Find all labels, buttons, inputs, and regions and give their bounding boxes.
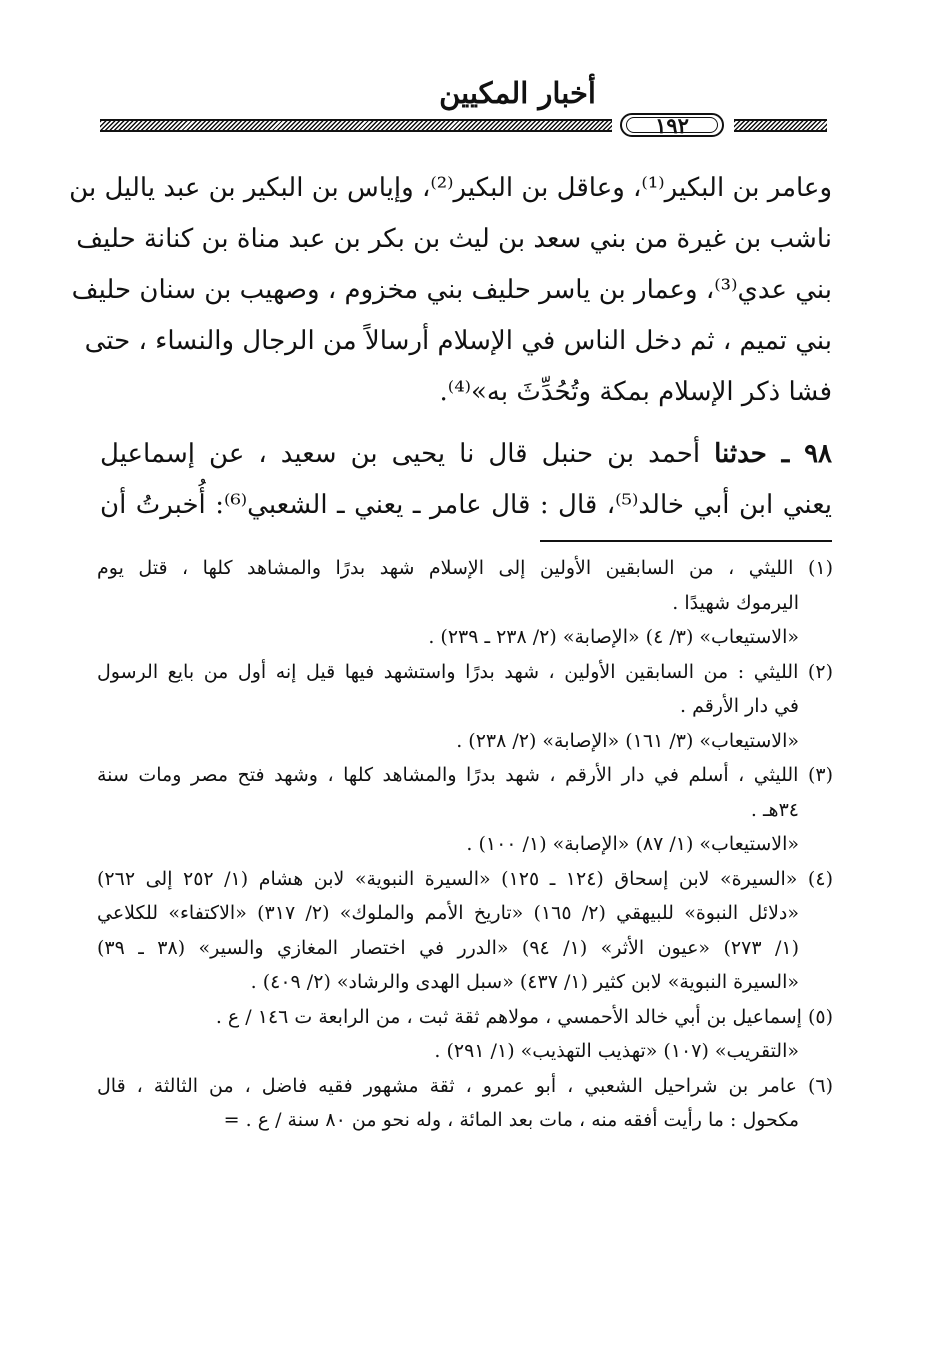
footnote-source: «الاستيعاب» (٣/ ٤) «الإصابة» (٢/ ٢٣٨ ـ ٢٣٩) . xyxy=(428,626,799,648)
main-text xyxy=(69,163,832,531)
page-number-badge: ١٩٢ xyxy=(620,113,724,137)
footnote-line: في دار الأرقم . xyxy=(679,695,799,717)
body-line-item-98 xyxy=(100,429,832,480)
item-number: ٩٨ ـ حدثنا xyxy=(714,439,832,469)
footnote-line: «دلائل النبوة» للبيهقي (٢/ ١٦٥) «تاريخ الأمم والملوك» (٢/ ٣١٧) «الاكتفاء» للكلاعي xyxy=(97,902,800,924)
body-line: بني عدي⁽³⁾، وعمار بن ياسر حليف بني مخزوم ، وصهيب بن سنان حليف xyxy=(71,275,832,305)
body-line: بني تميم ، ثم دخل الناس في الإسلام أرسالاً من الرجال والنساء ، حتى xyxy=(84,326,832,356)
footnote-line: مكحول : ما رأيت أفقه منه ، مات بعد المائة ، وله نحو من ٨٠ سنة / ع . = xyxy=(223,1109,799,1131)
footnote-line: (٢) الليثي : من السابقين الأولين ، شهد بدرًا واستشهد فيها قيل إنه أول من بايع الرسول xyxy=(97,660,833,683)
footnote-line: اليرموك شهيدًا . xyxy=(672,591,799,614)
body-line: وعامر بن البكير⁽¹⁾، وعاقل بن البكير⁽²⁾، وإياس بن البكير بن عبد ياليل بن xyxy=(69,173,832,203)
footnote-line: (٦) عامر بن شراحيل الشعبي ، أبو عمرو ، ثقة مشهور فقيه فاضل ، من الثالثة ، قال xyxy=(97,1074,833,1097)
footnote-line: (١/ ٢٧٣) «عيون الأثر» (١/ ٩٤) «الدرر في اختصار المغازي والسير» (٣٨ ـ ٣٩) xyxy=(97,936,800,959)
footnote-line: (٥) إسماعيل بن أبي خالد الأحمسي ، مولاهم ثقة ثبت ، من الرابعة ت ١٤٦ / ع . xyxy=(215,1005,833,1028)
footnote-source: «التقريب» (١٠٧) «تهذيب التهذيب» (١/ ٢٩١) . xyxy=(434,1040,799,1062)
header-hatched-rule-right xyxy=(734,119,827,132)
footnote-source: «الاستيعاب» (٣/ ١٦١) «الإصابة» (٢/ ٢٣٨) . xyxy=(456,729,799,752)
item-text: أحمد بن حنبل قال نا يحيى بن سعيد ، عن إسماعيل xyxy=(100,439,715,469)
footnote-line: ٣٤هـ . xyxy=(750,798,799,821)
body-line: يعني ابن أبي خالد⁽⁵⁾، قال : قال عامر ـ يعني ـ الشعبي⁽⁶⁾: أُخبرتُ أن xyxy=(100,490,832,520)
body-line: ناشب بن غيرة من بني سعد بن ليث بن بكر بن عبد مناة بن كنانة حليف xyxy=(76,224,832,254)
page-header-title: أخبار المكيين xyxy=(439,76,596,110)
header-hatched-rule-left xyxy=(100,119,612,132)
header-ornament xyxy=(100,113,827,137)
paragraph-gap xyxy=(100,418,832,429)
footnote-line: (٣) الليثي ، أسلم في دار الأرقم ، شهد بدرًا والمشاهد كلها ، وشهد فتح مصر ومات سنة xyxy=(97,764,833,786)
footnote-line: «السيرة النبوية» لابن كثير (١/ ٤٣٧) «سبل الهدى والرشاد» (٢/ ٤٠٩) . xyxy=(250,971,799,993)
footnote-source: «الاستيعاب» (١/ ٨٧) «الإصابة» (١/ ١٠٠) . xyxy=(466,833,799,855)
footnote-line: (١) الليثي ، من السابقين الأولين إلى الإسلام شهد بدرًا والمشاهد كلها ، قتل يوم xyxy=(97,557,833,579)
footnote-divider xyxy=(540,540,832,542)
footnotes xyxy=(97,551,833,1138)
body-line: فشا ذكر الإسلام بمكة وتُحُدِّثَ به»⁽⁴⁾. xyxy=(439,377,832,407)
footnote-line: (٤) «السيرة» لابن إسحاق (١٢٤ ـ ١٢٥) «السيرة النبوية» لابن هشام (١/ ٢٥٢ إلى ٢٦٢) xyxy=(97,867,833,890)
